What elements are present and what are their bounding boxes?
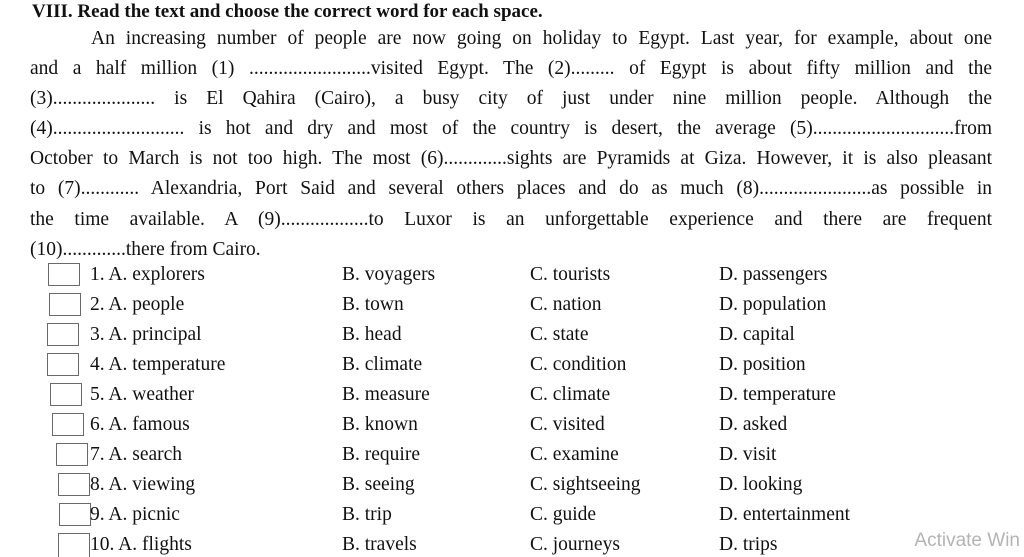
question-row-2	[0, 290, 1024, 320]
question-row-3	[0, 320, 1024, 350]
option-b: B. voyagers	[342, 264, 436, 285]
passage-line: October to March is not too high. The most (6).............sights are Pyramids at Giza. However, it is also pleasant	[30, 148, 992, 170]
answer-box[interactable]	[59, 503, 91, 526]
option-a: 3. A. principal	[90, 324, 202, 345]
option-a: 8. A. viewing	[90, 474, 196, 495]
option-d: D. temperature	[719, 384, 836, 405]
option-d: D. passengers	[719, 264, 828, 285]
option-b: B. trip	[342, 504, 392, 525]
passage-line: the time available. A (9)..................to Luxor is an unforgettable experience and there are frequent	[30, 208, 992, 230]
exercise-heading: VIII. Read the text and choose the correct word for each space.	[32, 1, 543, 22]
option-c: C. state	[530, 324, 589, 345]
option-d: D. trips	[719, 534, 778, 555]
answer-box[interactable]	[47, 323, 79, 346]
option-c: C. journeys	[530, 534, 620, 555]
question-row-10	[0, 530, 1024, 557]
option-c: C. tourists	[530, 264, 611, 285]
option-a: 4. A. temperature	[90, 354, 226, 375]
option-b: B. town	[342, 294, 404, 315]
passage-line: to (7)............ Alexandria, Port Said and several others places and do as much (8).......................as possible in	[30, 178, 992, 200]
question-row-4	[0, 350, 1024, 380]
option-a: 10. A. flights	[90, 534, 192, 555]
passage-line: (4)........................... is hot and dry and most of the country is desert, the average (5).............................from	[30, 118, 992, 140]
option-b: B. head	[342, 324, 402, 345]
question-row-8	[0, 470, 1024, 500]
answer-box[interactable]	[50, 383, 82, 406]
option-b: B. require	[342, 444, 420, 465]
answer-box[interactable]	[47, 353, 79, 376]
answer-box[interactable]	[49, 293, 81, 316]
passage	[30, 24, 992, 265]
option-a: 5. A. weather	[90, 384, 194, 405]
option-d: D. position	[719, 354, 806, 375]
option-d: D. capital	[719, 324, 795, 345]
question-row-7	[0, 440, 1024, 470]
option-a: 2. A. people	[90, 294, 185, 315]
option-b: B. measure	[342, 384, 430, 405]
option-d: D. asked	[719, 414, 788, 435]
option-c: C. guide	[530, 504, 597, 525]
answer-box[interactable]	[52, 413, 84, 436]
answer-box[interactable]	[58, 533, 90, 557]
option-c: C. examine	[530, 444, 619, 465]
activation-watermark: Activate Win	[914, 530, 1020, 551]
option-b: B. climate	[342, 354, 423, 375]
option-c: C. nation	[530, 294, 602, 315]
option-d: D. entertainment	[719, 504, 851, 525]
question-row-5	[0, 380, 1024, 410]
question-row-1	[0, 260, 1024, 290]
option-a: 1. A. explorers	[90, 264, 205, 285]
option-c: C. visited	[530, 414, 605, 435]
passage-line: An increasing number of people are now going on holiday to Egypt. Last year, for example, about one	[91, 28, 992, 49]
option-b: B. seeing	[342, 474, 415, 495]
answer-box[interactable]	[56, 443, 88, 466]
option-d: D. population	[719, 294, 827, 315]
option-b: B. travels	[342, 534, 417, 555]
option-a: 7. A. search	[90, 444, 183, 465]
passage-line: (10).............there from Cairo.	[30, 238, 261, 260]
answer-box[interactable]	[58, 473, 90, 496]
passage-line: and a half million (1) .........................visited Egypt. The (2)......... of Egypt is about fifty million and the	[30, 58, 992, 80]
option-d: D. visit	[719, 444, 777, 465]
option-a: 9. A. picnic	[90, 504, 180, 525]
option-b: B. known	[342, 414, 418, 435]
question-row-9	[0, 500, 1024, 530]
option-d: D. looking	[719, 474, 803, 495]
option-c: C. sightseeing	[530, 474, 641, 495]
option-c: C. climate	[530, 384, 611, 405]
passage-line: (3)..................... is El Qahira (Cairo), a busy city of just under nine million people. Although the	[30, 88, 992, 110]
question-row-6	[0, 410, 1024, 440]
option-a: 6. A. famous	[90, 414, 190, 435]
option-c: C. condition	[530, 354, 627, 375]
answer-box[interactable]	[48, 263, 80, 286]
